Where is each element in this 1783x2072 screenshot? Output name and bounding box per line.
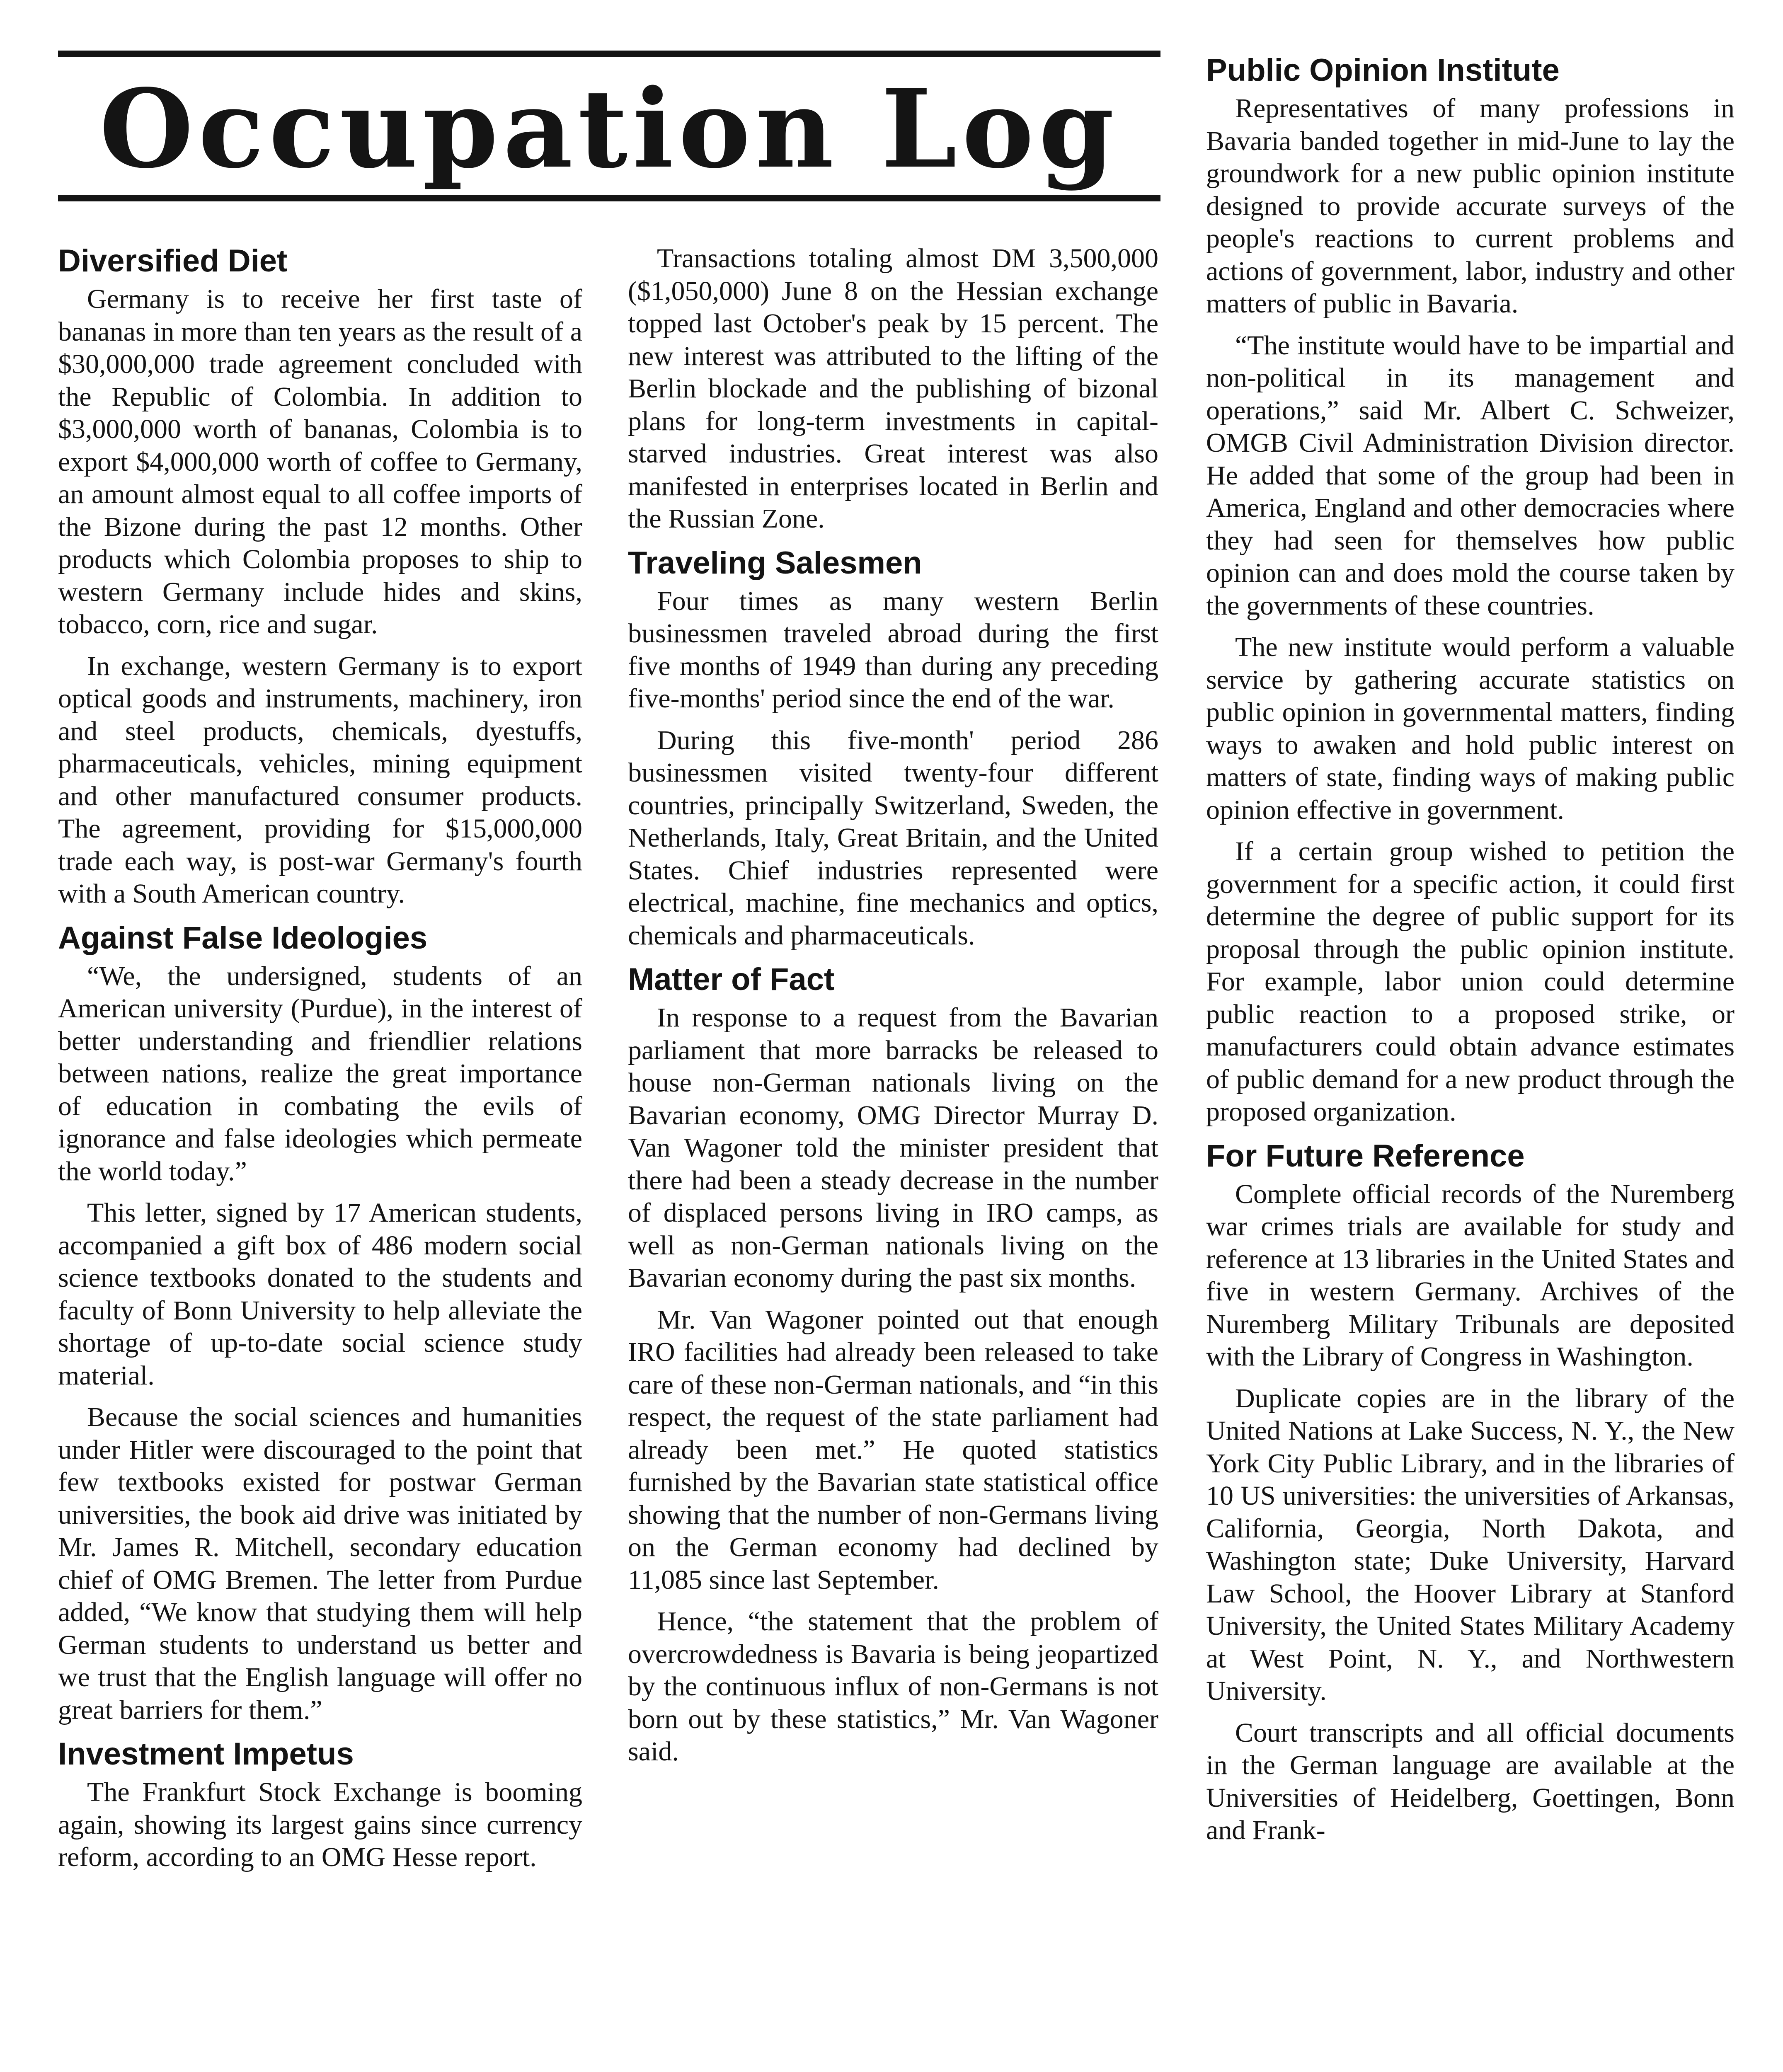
article-matter-of-fact (628, 961, 1158, 1768)
article-heading: Against False Ideologies (58, 920, 428, 956)
article-paragraph: In response to a request from the Bavarian parliament that more barracks be released to house non-German nationals living on the Bavarian economy, OMG Director Murray D. Van Wagoner told the minister president that there had been a steady decrease in the number of displaced persons living in IRO camps, as well as non-German nationals living on the Bavarian economy during the past six months. (628, 1002, 1158, 1293)
article-against-false-ideologies (58, 920, 582, 1727)
article-paragraph: If a certain group wished to petition the government for a specific action, it could first determine the degree of public support for its proposal through the public opinion institute. For example, labor union could determine public reaction to a proposed strike, or manufacturers could obtain advance estimates of public demand for a new product through the proposed organization. (1206, 836, 1735, 1127)
article-paragraph: The Frankfurt Stock Exchange is booming again, showing its largest gains since currency reform, according to an OMG Hesse report. (58, 1777, 582, 1872)
article-paragraph: Representatives of many professions in Bavaria banded together in mid-June to lay the groundwork for a new public opinion institute designed to provide accurate surveys of the people's reactions to current problems and actions of government, labor, industry and other matters of public in Bavaria. (1206, 93, 1735, 319)
article-paragraph: During this five-month' period 286 businessmen visited twenty-four different countries, principally Switzerland, Sweden, the Netherlands, Italy, Great Britain, and the United States. Chief industries represented were electrical, machine, fine mechanics and optics, chemicals and pharmaceuticals. (628, 725, 1158, 951)
column-2 (628, 242, 1158, 1777)
article-heading: Traveling Salesmen (628, 545, 922, 581)
article-heading: Investment Impetus (58, 1736, 354, 1772)
column-3 (1206, 52, 1735, 1856)
article-paragraph: This letter, signed by 17 American students, accompanied a gift box of 486 modern social science textbooks donated to the students and faculty of Bonn University to help alleviate the shortage of up-to-date social science study material. (58, 1198, 582, 1391)
masthead (58, 51, 1160, 208)
article-public-opinion-institute (1206, 52, 1735, 1128)
article-paragraph: Germany is to receive her first taste of bananas in more than ten years as the result of a $30,000,000 trade agreement concluded with the Republic of Colombia. In addition to $3,000,000 worth of bananas, Colombia is to export $4,000,000 worth of coffee to Germany, an amount almost equal to all coffee imports of the Bizone during the past 12 months. Other products which Colombia proposes to ship to western Germany include hides and skins, tobacco, corn, rice and sugar. (58, 284, 582, 639)
article-heading: Matter of Fact (628, 962, 835, 997)
article-paragraph: Four times as many western Berlin businessmen traveled abroad during the first five months of 1949 than during any preceding five-months' period since the end of the war. (628, 586, 1158, 714)
article-heading: For Future Reference (1206, 1138, 1525, 1174)
page-title: Occupation Log (99, 66, 1119, 192)
article-diversified-diet (58, 242, 582, 910)
article-paragraph: Hence, “the statement that the problem of overcrowdedness is Bavaria is being jeopartized by the continuous influx of non-Germans is not born out by these statistics,” Mr. Van Wagoner said. (628, 1606, 1158, 1767)
article-paragraph: Duplicate copies are in the library of the United Nations at Lake Success, N. Y., the New York City Public Library, and in the libraries of 10 US universities: the universities of Arkansas, California, Georgia, North Dakota, and Washington state; Duke University, Harvard Law School, the Hoover Library at Stanford University, the United States Military Academy at West Point, N. Y., and Northwestern University. (1206, 1383, 1735, 1706)
masthead-top-rule (58, 51, 1160, 57)
article-heading: Public Opinion Institute (1206, 53, 1560, 88)
article-paragraph: “We, the undersigned, students of an American university (Purdue), in the interest of better understanding and friendlier relations between nations, realize the great importance of education in combating the evils of ignorance and false ideologies which permeate the world today.” (58, 961, 582, 1186)
article-paragraph: Transactions totaling almost DM 3,500,000 ($1,050,000) June 8 on the Hessian exchange topped last October's peak by 15 percent. The new interest was attributed to the lifting of the Berlin blockade and the publishing of bizonal plans for long-term investments in capital-starved industries. Great interest was also manifested in enterprises located in Berlin and the Russian Zone. (628, 243, 1158, 534)
article-traveling-salesmen (628, 545, 1158, 952)
column-1 (58, 242, 582, 1883)
article-heading: Diversified Diet (58, 243, 288, 278)
article-paragraph: Because the social sciences and humanities under Hitler were discouraged to the point that few textbooks existed for postwar German universities, the book aid drive was initiated by Mr. James R. Mitchell, secondary education chief of OMG Bremen. The letter from Purdue added, “We know that studying them will help German students to understand us better and we trust that the English language will offer no great barriers for them.” (58, 1402, 582, 1725)
article-paragraph: Court transcripts and all official documents in the German language are available at the Universities of Heidelberg, Goettingen, Bonn and Frank- (1206, 1717, 1735, 1845)
article-paragraph: “The institute would have to be impartial and non-political in its management and operations,” said Mr. Albert C. Schweizer, OMGB Civil Administration Division director. He added that some of the group had been in America, England and other democracies where they had seen for themselves how public opinion can and does mold the course taken by the governments of these countries. (1206, 330, 1735, 621)
masthead-bottom-rule (58, 195, 1160, 201)
article-paragraph: The new institute would perform a valuable service by gathering accurate statistics on public opinion in governmental matters, finding ways to awaken and hold public interest on matters of state, finding ways of making public opinion effective in government. (1206, 632, 1735, 825)
article-paragraph: Complete official records of the Nuremberg war crimes trials are available for study and reference at 13 libraries in the United States and five in western Germany. Archives of the Nuremberg Military Tribunals are deposited with the Library of Congress in Washington. (1206, 1179, 1735, 1372)
article-for-future-reference (1206, 1138, 1735, 1847)
article-paragraph: Mr. Van Wagoner pointed out that enough IRO facilities had already been released to take care of these non-German nationals, and “in this respect, the request of the state parliament had already been met.” He quoted statistics furnished by the Bavarian state statistical office showing that the number of non-Germans living on the German economy had declined by 11,085 since last September. (628, 1304, 1158, 1595)
article-investment-impetus (58, 1736, 582, 1874)
article-paragraph: In exchange, western Germany is to export optical goods and instruments, machinery, iron and steel products, chemicals, dyestuffs, pharmaceuticals, vehicles, mining equipment and other manufactured consumer products. The agreement, providing for $15,000,000 trade each way, is post-war Germany's fourth with a South American country. (58, 651, 582, 909)
